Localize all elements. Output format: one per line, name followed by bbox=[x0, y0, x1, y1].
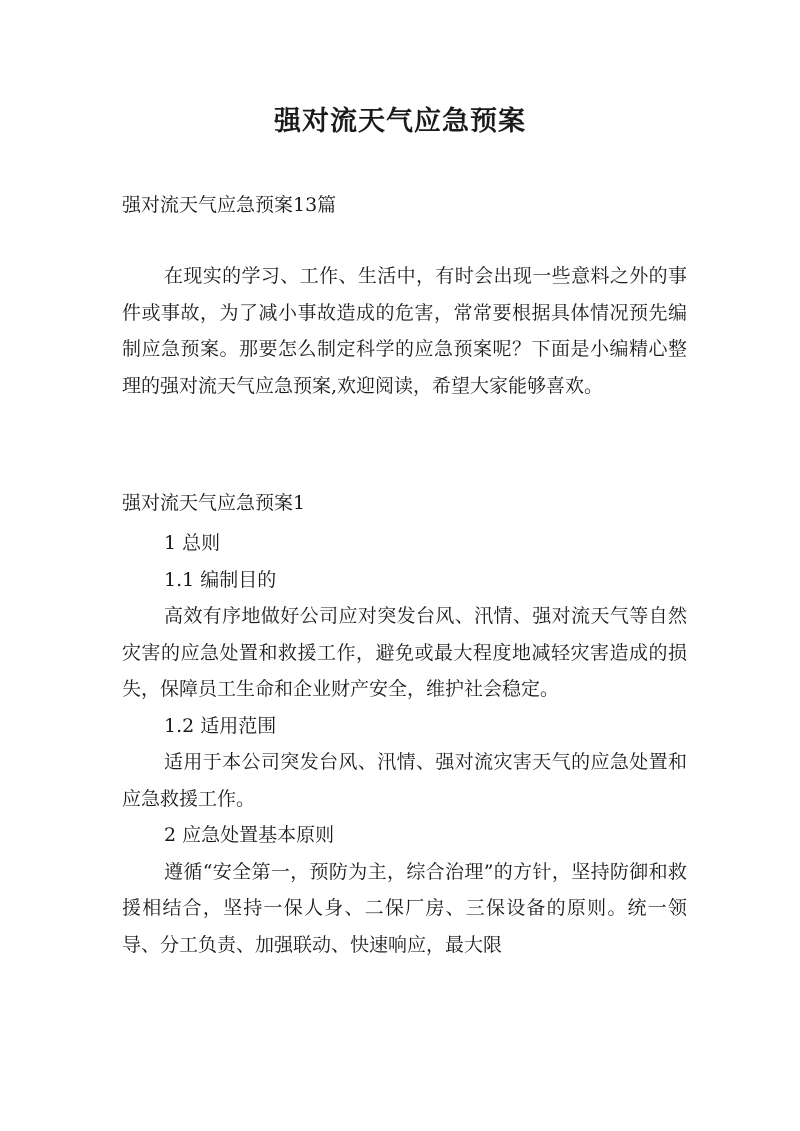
heading-general: 1 总则 bbox=[164, 532, 221, 554]
paragraph-scope: 适用于本公司突发台风、汛情、强对流灾害天气的应急处置和应急救援工作。 bbox=[122, 751, 687, 810]
paragraph-purpose: 高效有序地做好公司应对突发台风、汛情、强对流天气等自然灾害的应急处置和救援工作，避免或最大程度地减轻灾害造成的损失，保障员工生命和企业财产安全，维护社会稳定。 bbox=[122, 605, 687, 700]
section-title: 强对流天气应急预案1 bbox=[122, 492, 306, 514]
heading-principles: 2 应急处置基本原则 bbox=[164, 824, 335, 846]
document-title: 强对流天气应急预案 bbox=[274, 106, 526, 137]
heading-purpose: 1.1 编制目的 bbox=[164, 568, 277, 591]
paragraph-principles: 遵循“安全第一，预防为主，综合治理”的方针，坚持防御和救援相结合，坚持一保人身、二保厂房、三保设备的原则。统一领导、分工负责、加强联动、快速响应，最大限 bbox=[122, 860, 687, 956]
intro-paragraph: 在现实的学习、工作、生活中，有时会出现一些意料之外的事件或事故，为了减小事故造成的危害，常常要根据具体情况预先编制应急预案。那要怎么制定科学的应急预案呢？下面是小编精心整理的强对流天气应急预案,欢迎阅读，希望大家能够喜欢。 bbox=[122, 265, 687, 397]
section-content bbox=[122, 525, 687, 963]
document-subtitle: 强对流天气应急预案13篇 bbox=[122, 194, 337, 216]
heading-scope: 1.2 适用范围 bbox=[164, 714, 277, 737]
